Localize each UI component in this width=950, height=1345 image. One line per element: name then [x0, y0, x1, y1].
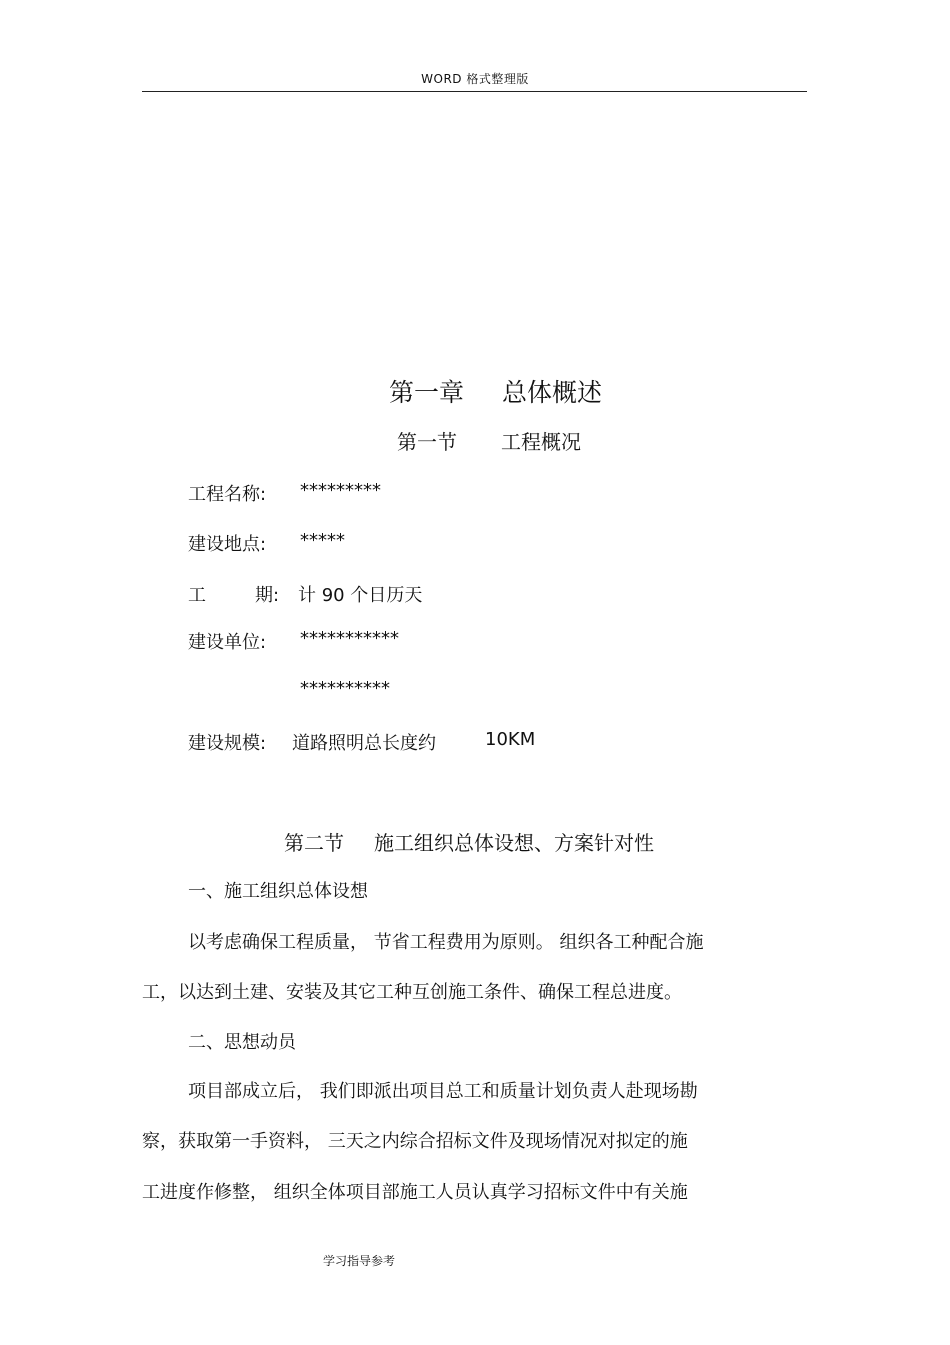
field-organization — [188, 628, 399, 654]
chapter-heading — [389, 373, 602, 409]
chapter-number: 第一章 — [389, 378, 465, 407]
field-duration — [188, 581, 423, 607]
subsection-heading-1: 一、施工组织总体设想 — [188, 881, 368, 902]
field-label: 建设单位: — [188, 632, 267, 653]
section-heading-2 — [284, 827, 654, 856]
field-value: 计 90 个日历天 — [298, 585, 423, 606]
section-number: 第二节 — [284, 831, 344, 855]
paragraph-line: 工进度作修整， 组织全体项目部施工人员认真学习招标文件中有关施 — [142, 1182, 688, 1203]
field-value: ********* — [300, 480, 381, 501]
section-number: 第一节 — [397, 430, 457, 454]
field-value: ***** — [300, 530, 345, 551]
page-header: WORD 格式整理版 — [421, 72, 529, 86]
field-label-part: 期: — [255, 585, 280, 606]
section-heading-1 — [397, 426, 581, 455]
paragraph-line: 项目部成立后， 我们即派出项目总工和质量计划负责人赴现场勘 — [188, 1081, 698, 1102]
chapter-title: 总体概述 — [502, 378, 603, 407]
section-title: 工程概况 — [501, 430, 581, 454]
field-label: 工程名称: — [188, 484, 267, 505]
section-title: 施工组织总体设想、方案针对性 — [374, 831, 654, 855]
paragraph-line: 以考虑确保工程质量， 节省工程费用为原则。 组织各工种配合施 — [188, 932, 704, 953]
paragraph-line: 工，以达到土建、安装及其它工种互创施工条件、确保工程总进度。 — [142, 982, 682, 1003]
field-value: *********** — [300, 628, 399, 649]
field-location — [188, 530, 345, 556]
page-footer: 学习指导参考 — [323, 1254, 396, 1268]
field-project-name — [188, 480, 381, 506]
field-organization-line2: ********** — [300, 678, 390, 699]
header-rule — [142, 91, 807, 92]
field-scale — [188, 729, 536, 755]
field-label-part: 工 — [188, 585, 206, 606]
field-label: 建设地点: — [188, 534, 267, 555]
field-amount: 10KM — [485, 729, 536, 750]
field-value: 道路照明总长度约 — [292, 733, 436, 754]
paragraph-line: 察，获取第一手资料， 三天之内综合招标文件及现场情况对拟定的施 — [142, 1131, 688, 1152]
subsection-heading-2: 二、思想动员 — [188, 1032, 296, 1053]
field-label: 建设规模: — [188, 733, 267, 754]
